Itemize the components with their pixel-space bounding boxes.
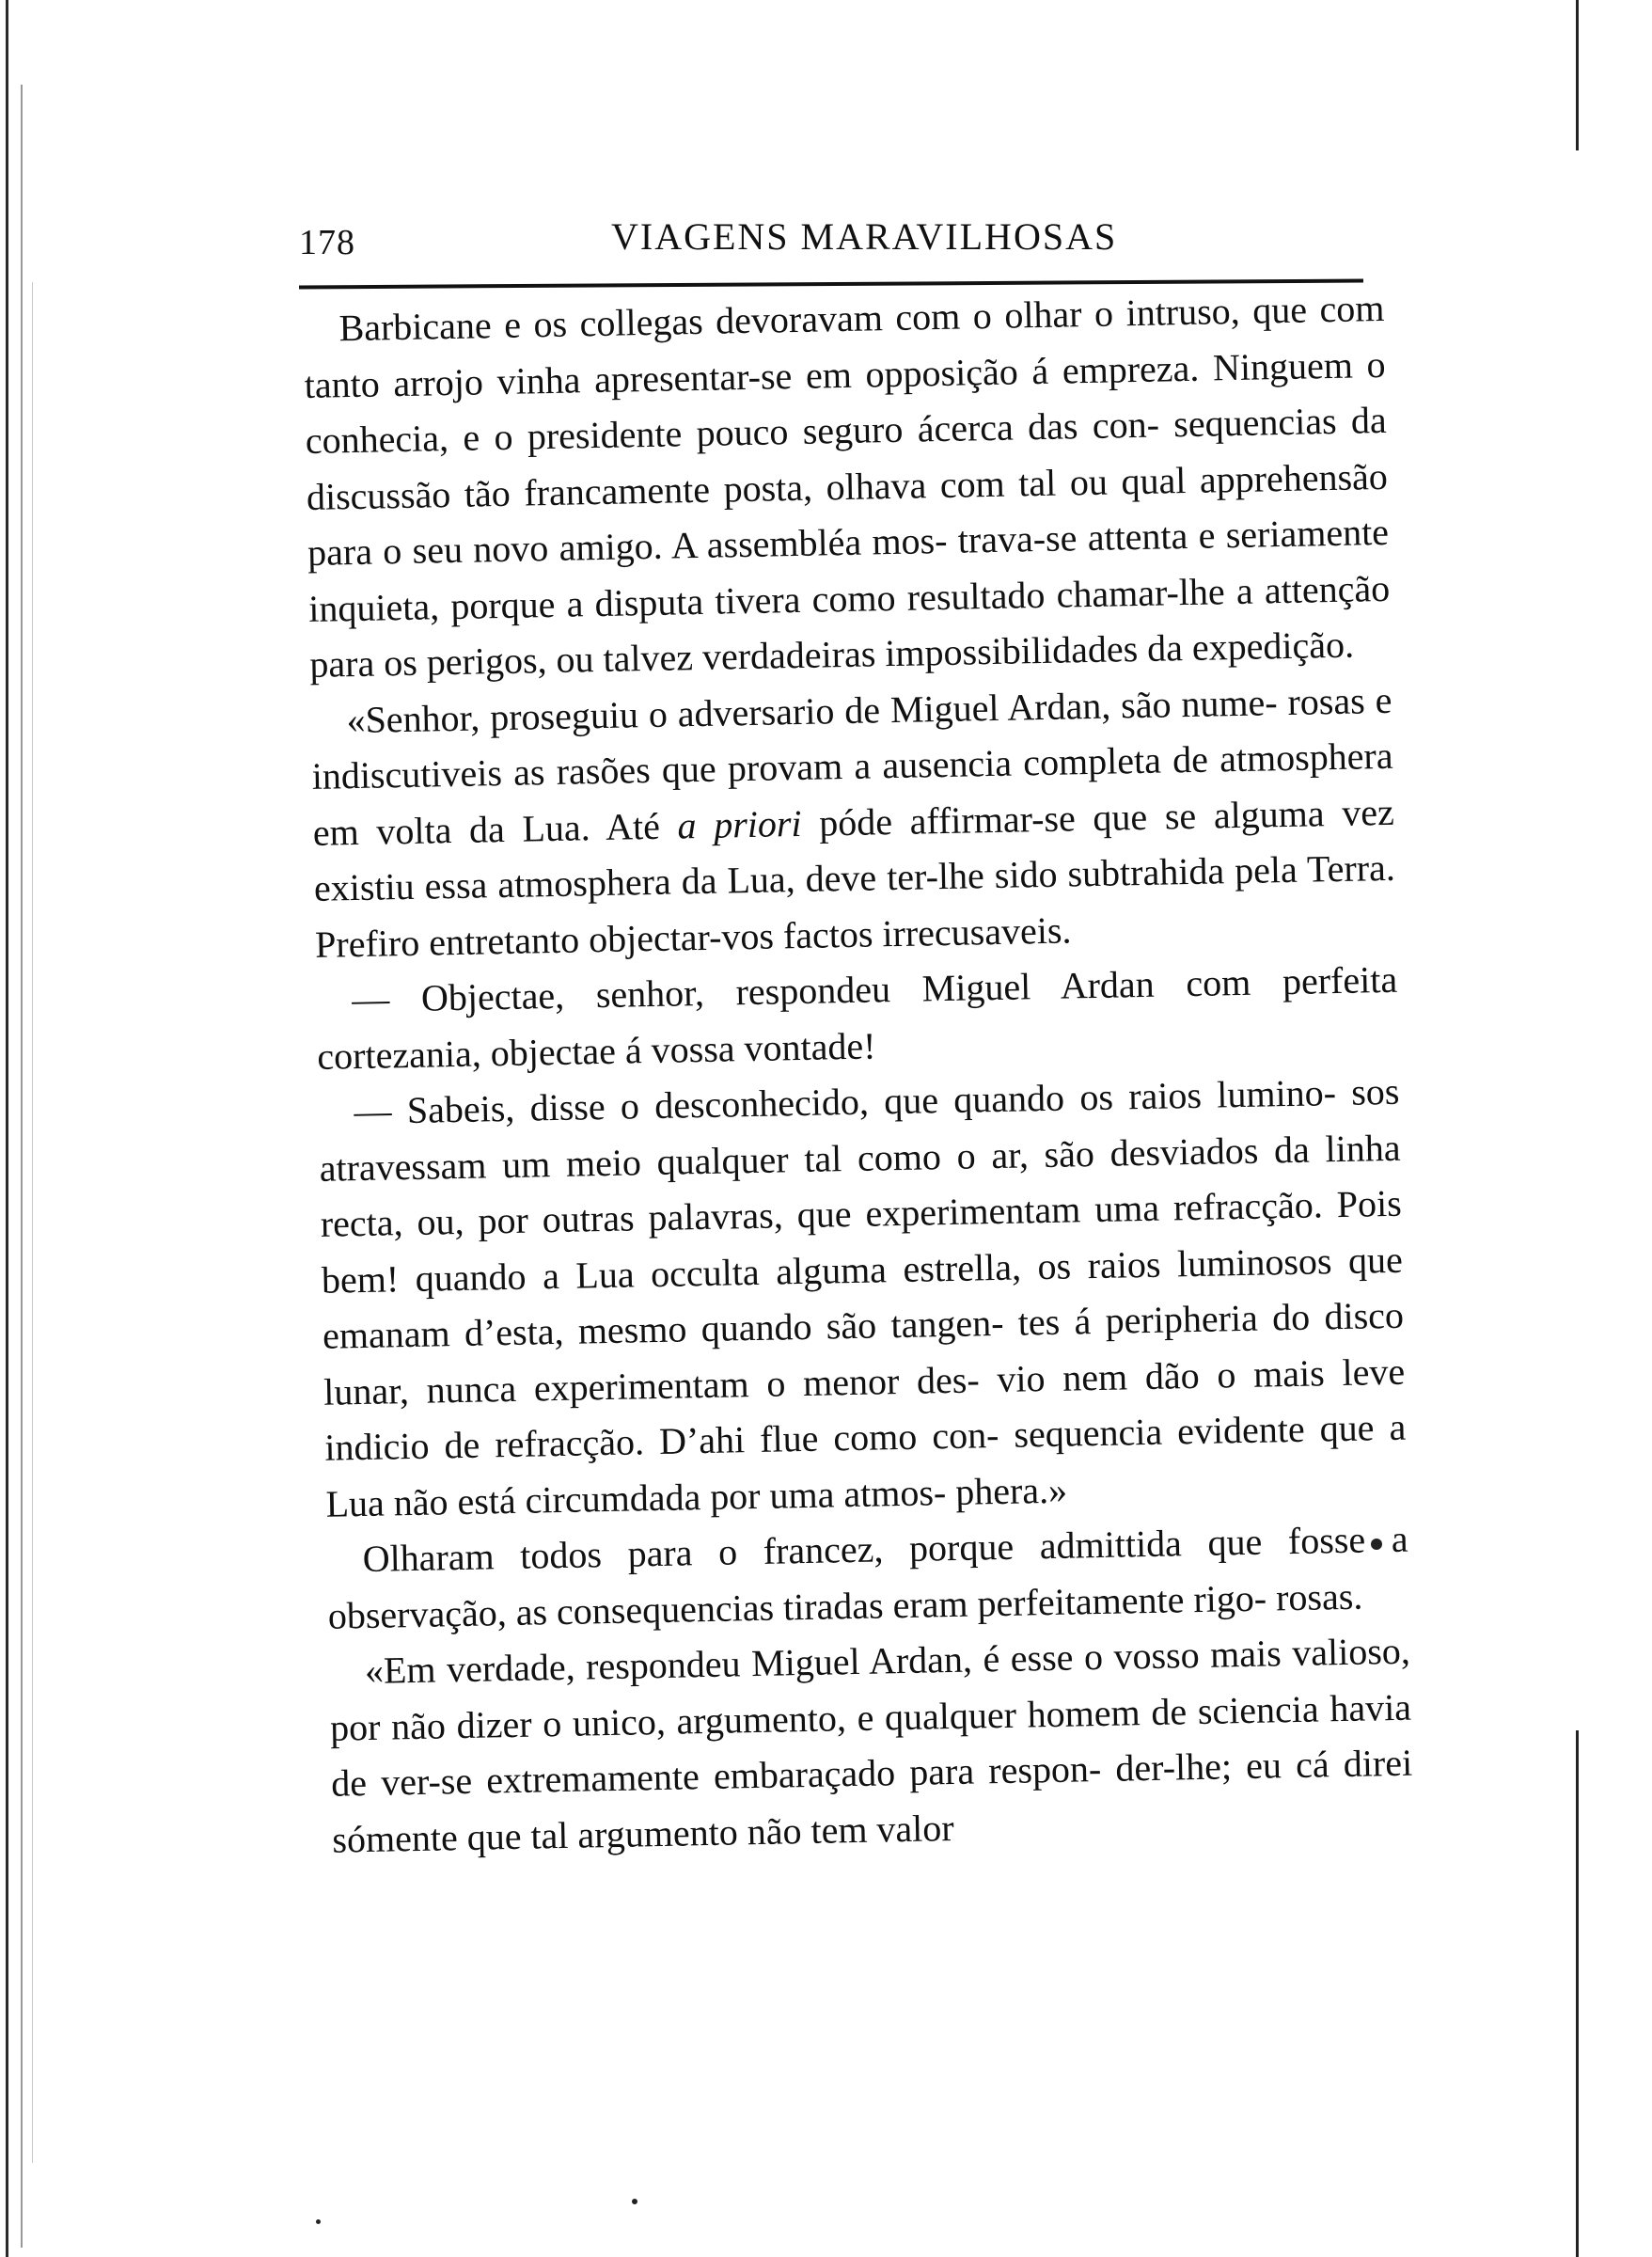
paragraph-3: — Objectae, senhor, respondeu Miguel Ardan com perfeita cortezania, objectae á vossa vontade! (316, 957, 1398, 1078)
paragraph-4: — Sabeis, disse o desconhecido, que quando os raios lumino- sos atravessam um meio qualquer tal como o ar, são desviados da linha recta, ou, por outras palavras, que experimentam uma refracção. Pois bem! quando a Lua occulta alguma estrella, os raios luminosos que emanam d’esta, mesmo quando são tangen- tes á peripheria do disco lunar, nunca experimentam o menor des- vio nem dão o mais leve indicio de refracção. D’ahi flue como con- sequencia evidente que a Lua não está circumdada por uma atmos- phera.» (319, 1069, 1407, 1525)
body-text (303, 280, 1414, 1868)
paragraph-2-part-1: «Senhor, proseguiu o adversario de Miguel Ardan, são nume- rosas e indiscutiveis as rasões que provam a ausencia completa de atmosphera em volta da Lua. Até (311, 678, 1393, 854)
paragraph-5: Olharam todos para o francez, porque admittida que fosse a observação, as consequencias tiradas eram perfeitamente rigo- rosas. (327, 1517, 1408, 1637)
scan-edge-mark-bottom (1576, 1730, 1579, 2257)
scan-speck (316, 2219, 321, 2224)
scan-edge-mark-top (1576, 0, 1579, 150)
scan-speck (632, 2199, 637, 2204)
text-line: trava-se attenta e seriamente inquieta, porque a disputa tivera (307, 510, 1390, 630)
text-line: ou qual apprehensão para o seu novo amigo. A assembléa mos- (307, 454, 1389, 574)
text-line: sequencias da discussão tão francamente posta, olhava com tal (306, 398, 1388, 518)
paragraph-6: «Em verdade, respondeu Miguel Ardan, é esse o vosso mais valioso, por não dizer o unico, argumento, e qualquer homem de sciencia havia de ver-se extremamente embaraçado para respon- der-lhe; eu cá direi sómente que tal argumento não tem valor (329, 1629, 1413, 1861)
page-header (299, 209, 1380, 265)
text-line: Ninguem o conhecia, e o presidente pouco seguro ácerca das con- (305, 342, 1386, 462)
paragraph-2-part-2: póde affirmar-se que se alguma vez existiu essa atmosphera da Lua, deve ter-lhe sido subtrahida pela Terra. Prefiro entretanto objectar-vos factos irrecusaveis. (313, 790, 1396, 966)
paragraph-2 (310, 671, 1396, 972)
italic-phrase: a priori (677, 801, 802, 846)
paragraph-1 (303, 280, 1392, 693)
text-line: como resultado chamar-lhe a attenção para os perigos, ou talvez (308, 566, 1391, 686)
page-number: 178 (299, 223, 355, 262)
text-line: com tanto arrojo vinha apresentar-se em opposição á empreza. (304, 286, 1385, 406)
text-line: verdadeiras impossibilidades da expedição. (701, 623, 1355, 678)
running-title: VIAGENS MARAVILHOSAS (611, 215, 1118, 258)
text-line: Barbicane e os collegas devoravam com o olhar o intruso, que (338, 288, 1308, 350)
scan-binding-edge (0, 0, 38, 2257)
